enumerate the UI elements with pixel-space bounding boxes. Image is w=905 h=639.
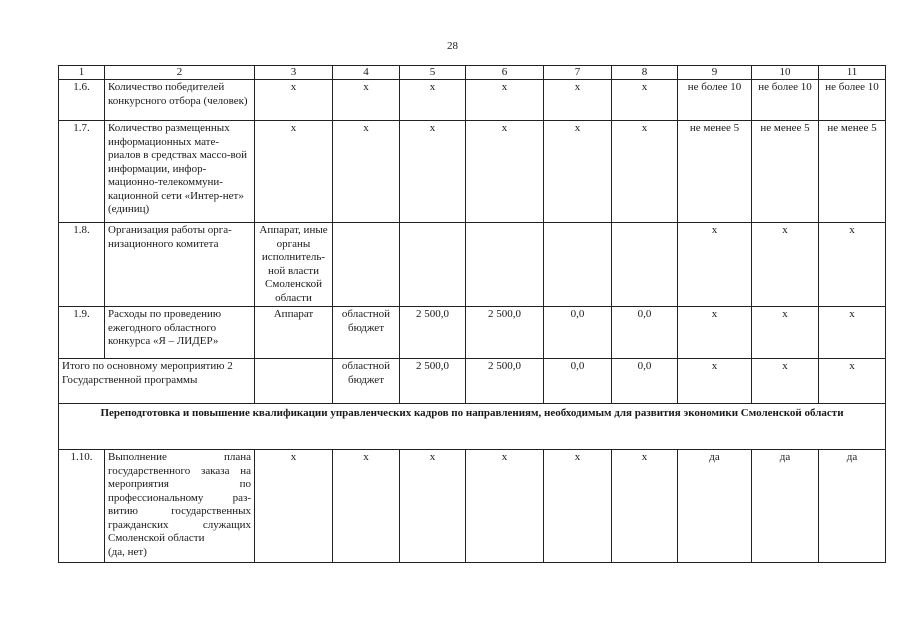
row-name: Количество победителей конкурсного отбора (человек) — [105, 80, 255, 121]
cell: Аппарат — [255, 307, 333, 359]
row-number: 1.8. — [59, 223, 105, 307]
cell: х — [752, 223, 819, 307]
table-row — [59, 121, 886, 223]
header-row — [59, 66, 886, 80]
header-cell: 3 — [255, 66, 333, 80]
cell: х — [333, 80, 400, 121]
cell: 0,0 — [544, 307, 612, 359]
header-cell: 6 — [466, 66, 544, 80]
header-cell: 2 — [105, 66, 255, 80]
header-cell: 11 — [819, 66, 886, 80]
row-name: Количество размещенных информационных мате-риалов в средствах массо-вой информации, инфор-мационно-телекоммуни-кационной сети «Интер-нет» (единиц) — [105, 121, 255, 223]
header-cell: 1 — [59, 66, 105, 80]
cell: х — [466, 450, 544, 563]
cell: х — [333, 121, 400, 223]
cell: не более 10 — [819, 80, 886, 121]
cell: х — [819, 307, 886, 359]
row-name: Расходы по проведению ежегодного областного конкурса «Я – ЛИДЕР» — [105, 307, 255, 359]
header-cell: 7 — [544, 66, 612, 80]
cell: х — [466, 80, 544, 121]
cell: х — [612, 121, 678, 223]
cell: х — [400, 450, 466, 563]
cell: областной бюджет — [333, 307, 400, 359]
row-number: 1.9. — [59, 307, 105, 359]
cell: х — [752, 359, 819, 404]
section-row — [59, 404, 886, 450]
cell: х — [819, 223, 886, 307]
header-cell: 10 — [752, 66, 819, 80]
table-row — [59, 223, 886, 307]
table-row — [59, 80, 886, 121]
cell — [333, 223, 400, 307]
cell: х — [612, 80, 678, 121]
header-cell: 9 — [678, 66, 752, 80]
cell — [612, 223, 678, 307]
cell: х — [466, 121, 544, 223]
total-label: Итого по основному мероприятию 2 Государственной программы — [59, 359, 255, 404]
row-name: Выполнение плана государственного заказа на мероприятия по профессиональному раз-витию государственных гражданских служащих Смоленской области — [108, 451, 251, 544]
cell: не менее 5 — [819, 121, 886, 223]
cell: да — [678, 450, 752, 563]
cell: да — [819, 450, 886, 563]
header-cell: 5 — [400, 66, 466, 80]
cell: областной бюджет — [333, 359, 400, 404]
cell: 0,0 — [612, 307, 678, 359]
cell: 0,0 — [544, 359, 612, 404]
cell: х — [819, 359, 886, 404]
row-number: 1.10. — [59, 450, 105, 563]
row-name: Организация работы орга-низационного комитета — [105, 223, 255, 307]
cell — [544, 223, 612, 307]
cell: х — [544, 121, 612, 223]
program-table — [58, 65, 886, 563]
cell: 0,0 — [612, 359, 678, 404]
cell: х — [255, 80, 333, 121]
cell: х — [544, 80, 612, 121]
cell: 2 500,0 — [400, 359, 466, 404]
row-name-cell — [105, 450, 255, 563]
cell: х — [612, 450, 678, 563]
table-row — [59, 450, 886, 563]
row-number: 1.7. — [59, 121, 105, 223]
cell: х — [255, 450, 333, 563]
cell: не более 10 — [678, 80, 752, 121]
cell: не более 10 — [752, 80, 819, 121]
cell: 2 500,0 — [466, 359, 544, 404]
cell — [400, 223, 466, 307]
cell: не менее 5 — [678, 121, 752, 223]
row-number: 1.6. — [59, 80, 105, 121]
cell: х — [400, 80, 466, 121]
cell: х — [255, 121, 333, 223]
cell: Аппарат, иные органы исполнитель-ной власти Смоленской области — [255, 223, 333, 307]
cell: х — [333, 450, 400, 563]
row-name-tail: (да, нет) — [108, 545, 147, 558]
section-heading: Переподготовка и повышение квалификации управленческих кадров по направлениям, необходимым для развития экономики Смоленской области — [59, 404, 886, 450]
header-cell: 4 — [333, 66, 400, 80]
page-number: 28 — [447, 40, 458, 52]
cell — [466, 223, 544, 307]
cell: х — [678, 307, 752, 359]
cell — [255, 359, 333, 404]
cell: х — [752, 307, 819, 359]
cell: х — [400, 121, 466, 223]
cell: х — [678, 223, 752, 307]
total-row — [59, 359, 886, 404]
header-cell: 8 — [612, 66, 678, 80]
cell: х — [544, 450, 612, 563]
cell: 2 500,0 — [466, 307, 544, 359]
cell: да — [752, 450, 819, 563]
cell: 2 500,0 — [400, 307, 466, 359]
table-row — [59, 307, 886, 359]
cell: не менее 5 — [752, 121, 819, 223]
cell: х — [678, 359, 752, 404]
